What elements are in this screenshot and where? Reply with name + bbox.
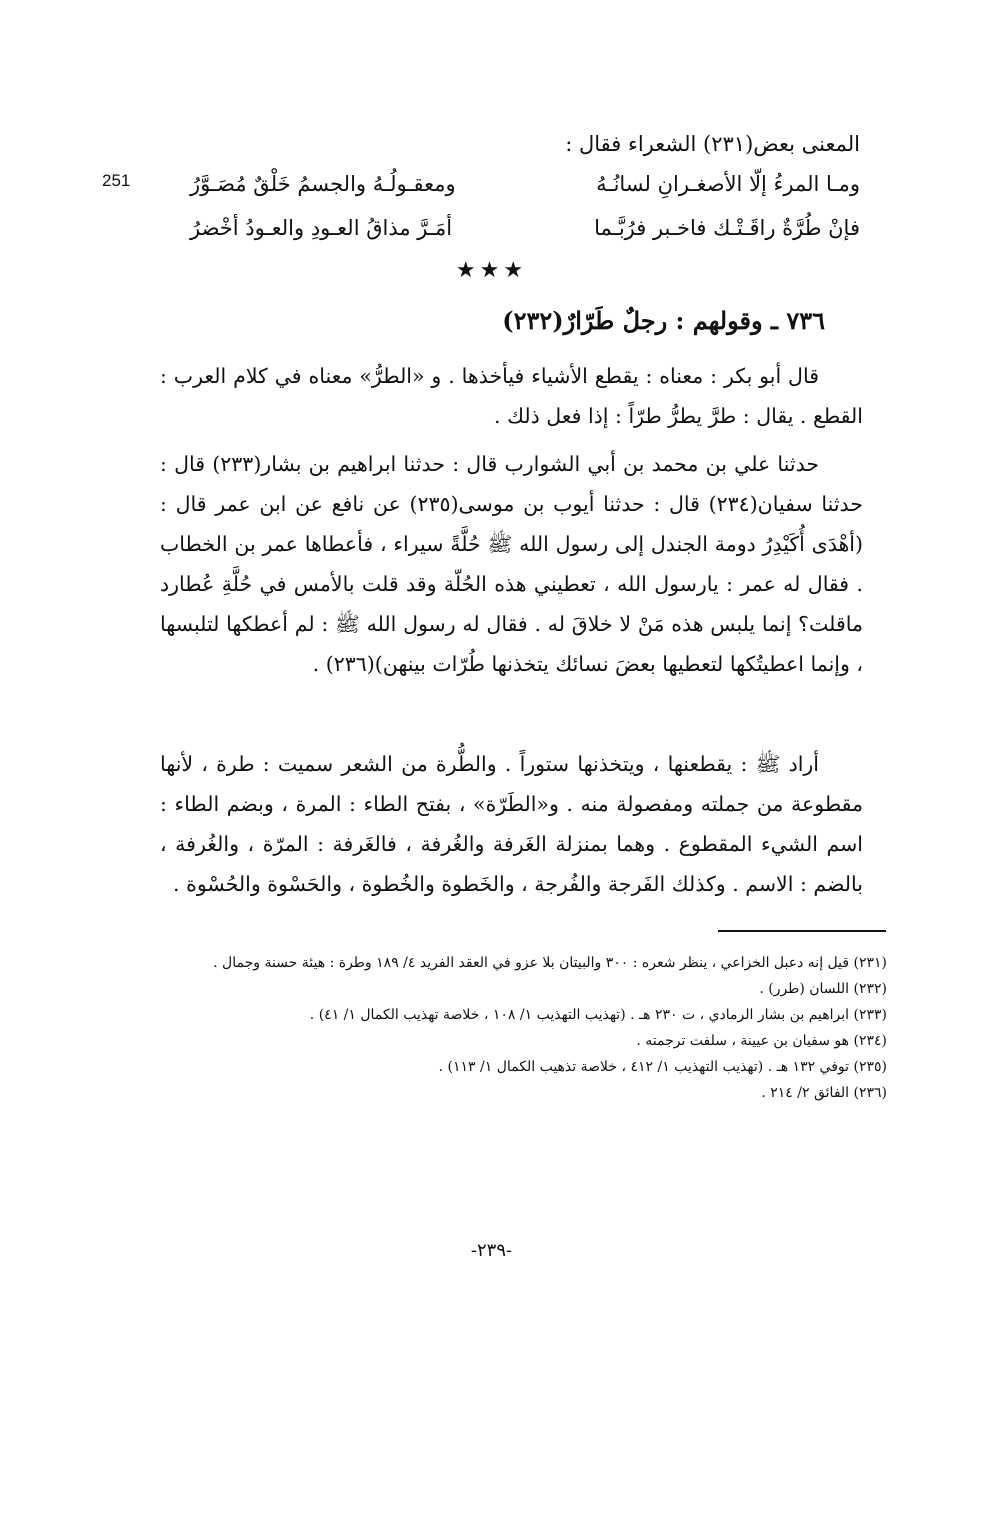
section-separator: ★★★	[455, 258, 528, 283]
footnote: (٢٣١) قيل إنه دعبل الخزاعي ، ينظر شعره : ٣٠٠ والبيتان بلا عزو في العقد الفريد ٤/ ١٨٩ وطرة : هيئة حسنة وجمال .	[213, 955, 887, 971]
footnotes	[160, 950, 887, 1106]
page-number: -٢٣٩-	[470, 1240, 513, 1261]
verse-line	[160, 172, 860, 206]
footnote: (٢٣٥) توفي ١٣٢ هـ . (تهذيب التهذيب ١/ ٤١٢ ، خلاصة تذهيب الكمال ١/ ١١٣) .	[438, 1059, 887, 1075]
verse-first-hemistich: ومـا المرءُ إلّا الأصغـرانِ لسانُـهُ	[596, 172, 860, 196]
paragraph: أراد ﷺ : يقطعنها ، ويتخذنها ستوراً . والطُّرة من الشعر سميت : طرة ، لأنها مقطوعة من جملته ومفصولة منه . و«الطَرّة» ، بفتح الطاء : المرة ، وبضم الطاء : اسم الشيء المقطوع . وهما بمنزلة الغَرفة والغُرفة ، فالغَرفة : المرّة ، والغُرفة ، بالضم : الاسم . وكذلك الفَرجة والفُرجة ، والخَطوة والخُطوة ، والحَسْوة والحُسْوة .	[160, 752, 863, 896]
verse-first-hemistich: فإنْ طُرَّةٌ راقَـتْـك فاخـبر فرُبَّـما	[594, 216, 860, 240]
margin-page-number: 251	[102, 171, 131, 190]
footnote: (٢٣٤) هو سفيان بن عيينة ، سلفت ترجمته .	[636, 1033, 887, 1049]
paragraph: حدثنا علي بن محمد بن أبي الشوارب قال : حدثنا ابراهيم بن بشار(٢٣٣) قال : حدثنا سفيان(٢٣٤) قال : حدثنا أيوب بن موسى(٢٣٥) عن نافع عن ابن عمر قال : (أهْدَى أُكَيْدِرُ دومة الجندل إلى رسول الله ﷺ حُلَّةً سيراء ، فأعطاها عمر بن الخطاب . فقال له عمر : يارسول الله ، تعطيني هذه الحُلّة وقد قلت بالأمس في حُلَّةِ عُطارد ماقلت؟ إنما يلبس هذه مَنْ لا خلاقَ له . فقال له رسول الله ﷺ : لم أعطكها لتلبسها ، وإنما اعطيتُكها لتعطيها بعضَ نسائك يتخذنها طُرّات بينهن)(٢٣٦) .	[160, 452, 863, 676]
footnote-divider	[718, 930, 886, 932]
verse-second-hemistich: أمَـرَّ مذاقُ العـودِ والعـودُ أخْضرُ	[190, 216, 453, 240]
intro-line: المعنى بعض(٢٣١) الشعراء فقال :	[565, 132, 860, 156]
entry-heading: ٧٣٦ ـ وقولهم : رجلٌ طَرّارٌ(٢٣٢)	[502, 306, 825, 335]
footnote: (٢٣٣) ابراهيم بن بشار الرمادي ، ت ٢٣٠ هـ . (تهذيب التهذيب ١/ ١٠٨ ، خلاصة تهذيب الكمال ١/ ٤١) .	[309, 1007, 887, 1023]
paragraph: قال أبو بكر : معناه : يقطع الأشياء فيأخذها . و «الطرُّ» معناه في كلام العرب : القطع . يقال : طرَّ يطرُّ طرّاً : إذا فعل ذلك .	[160, 364, 863, 428]
verse-second-hemistich: ومعقـولُـهُ والجسمُ خَلْقٌ مُصَـوَّرُ	[190, 172, 456, 196]
verse-line	[160, 216, 860, 250]
footnote: (٢٣٢) اللسان (طرر) .	[759, 981, 887, 997]
footnote: (٢٣٦) الفائق ٢/ ٢١٤ .	[761, 1085, 887, 1101]
